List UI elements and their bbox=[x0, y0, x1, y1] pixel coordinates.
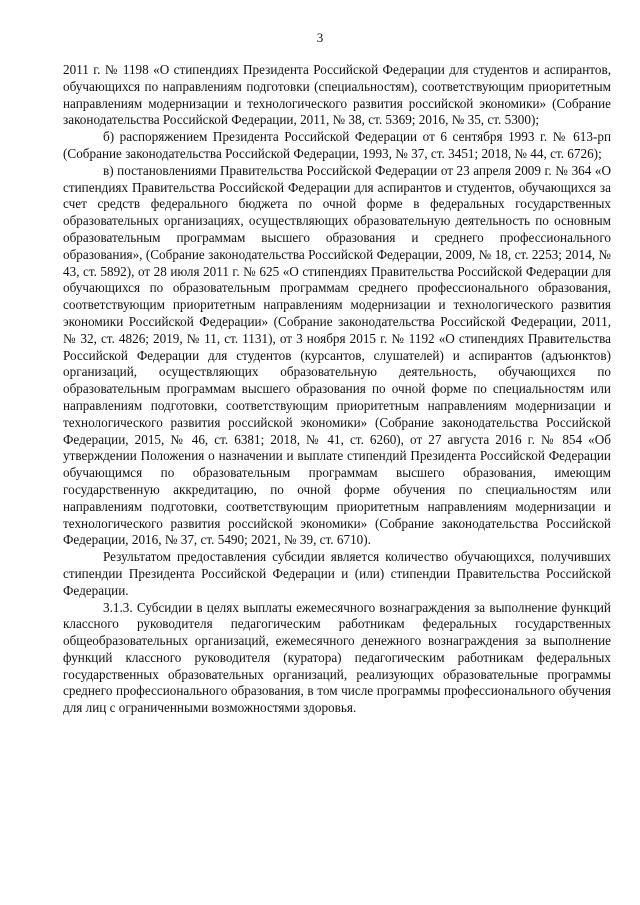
page-number: 3 bbox=[316, 30, 324, 45]
paragraph-continuation: 2011 г. № 1198 «О стипендиях Президента Российской Федерации для студентов и аспирантов, обучающихся по направлениям подготовки (специальностям), соответствующим приоритетным направлениям модернизации и технологического развития российской экономики» (Собрание законодательства Российской Федерации, 2011, № 38, ст. 5369; 2016, № 35, ст. 5300); bbox=[63, 62, 611, 128]
document-body bbox=[63, 62, 611, 717]
paragraph-item-b: б) распоряжением Президента Российской Федерации от 6 сентября 1993 г. № 613-рп (Собрание законодательства Российской Федерации, 1993, № 37, ст. 3451; 2018, № 44, ст. 6726); bbox=[63, 129, 611, 161]
paragraph-result: Результатом предоставления субсидии является количество обучающихся, получивших стипендии Президента Российской Федерации и (или) стипендии Правительства Российской Федерации. bbox=[63, 549, 611, 598]
paragraph-item-v: в) постановлениями Правительства Российской Федерации от 23 апреля 2009 г. № 364 «О стипендиях Правительства Российской Федерации для аспирантов и студентов, обучающихся за счет средств федерального бюджета по очной форме в федеральных государственных образовательных организациях, осуществляющих образовательную деятельность по основным образовательным программам высшего образования и среднего профессионального образования», (Собрание законодательства Российской Федерации, 2009, № 18, ст. 2253; 2014, № 43, ст. 5892), от 28 июля 2011 г. № 625 «О стипендиях Правительства Российской Федерации для обучающихся по образовательным программам среднего профессионального образования, соответствующим приоритетным направлениям модернизации и технологического развития экономики Российской Федерации» (Собрание законодательства Российской Федерации, 2011, № 32, ст. 4826; 2019, № 11, ст. 1131), от 3 ноября 2015 г. № 1192 «О стипендиях Правительства Российской Федерации для студентов (курсантов, слушателей) и аспирантов (адъюнктов) организаций, осуществляющих образовательную деятельность, обучающихся по образовательным программам высшего образования по очной форме по специальностям или направлениям подготовки, соответствующим приоритетным направлениям модернизации и технологического развития российской экономики» (Собрание законодательства Российской Федерации, 2015, № 46, ст. 6381; 2018, № 41, ст. 6260), от 27 августа 2016 г. № 854 «Об утверждении Положения о назначении и выплате стипендий Президента Российской Федерации обучающимся по образовательным программам высшего образования, имеющим государственную аккредитацию, по очной форме обучения по специальностям или направлениям подготовки, соответствующим приоритетным направлениям модернизации и технологического развития российской экономики» (Собрание законодательства Российской Федерации, 2016, № 37, ст. 5490; 2021, № 39, ст. 6710). bbox=[63, 162, 611, 548]
paragraph-section-3-1-3: 3.1.3. Субсидии в целях выплаты ежемесячного вознаграждения за выполнение функций классного руководителя педагогическим работникам федеральных государственных общеобразовательных организаций, ежемесячного денежного вознаграждения за выполнение функций классного руководителя (куратора) педагогическим работникам федеральных государственных образовательных организаций, реализующих образовательные программы среднего профессионального образования, в том числе программы профессионального обучения для лиц с ограниченными возможностями здоровья. bbox=[63, 599, 611, 716]
